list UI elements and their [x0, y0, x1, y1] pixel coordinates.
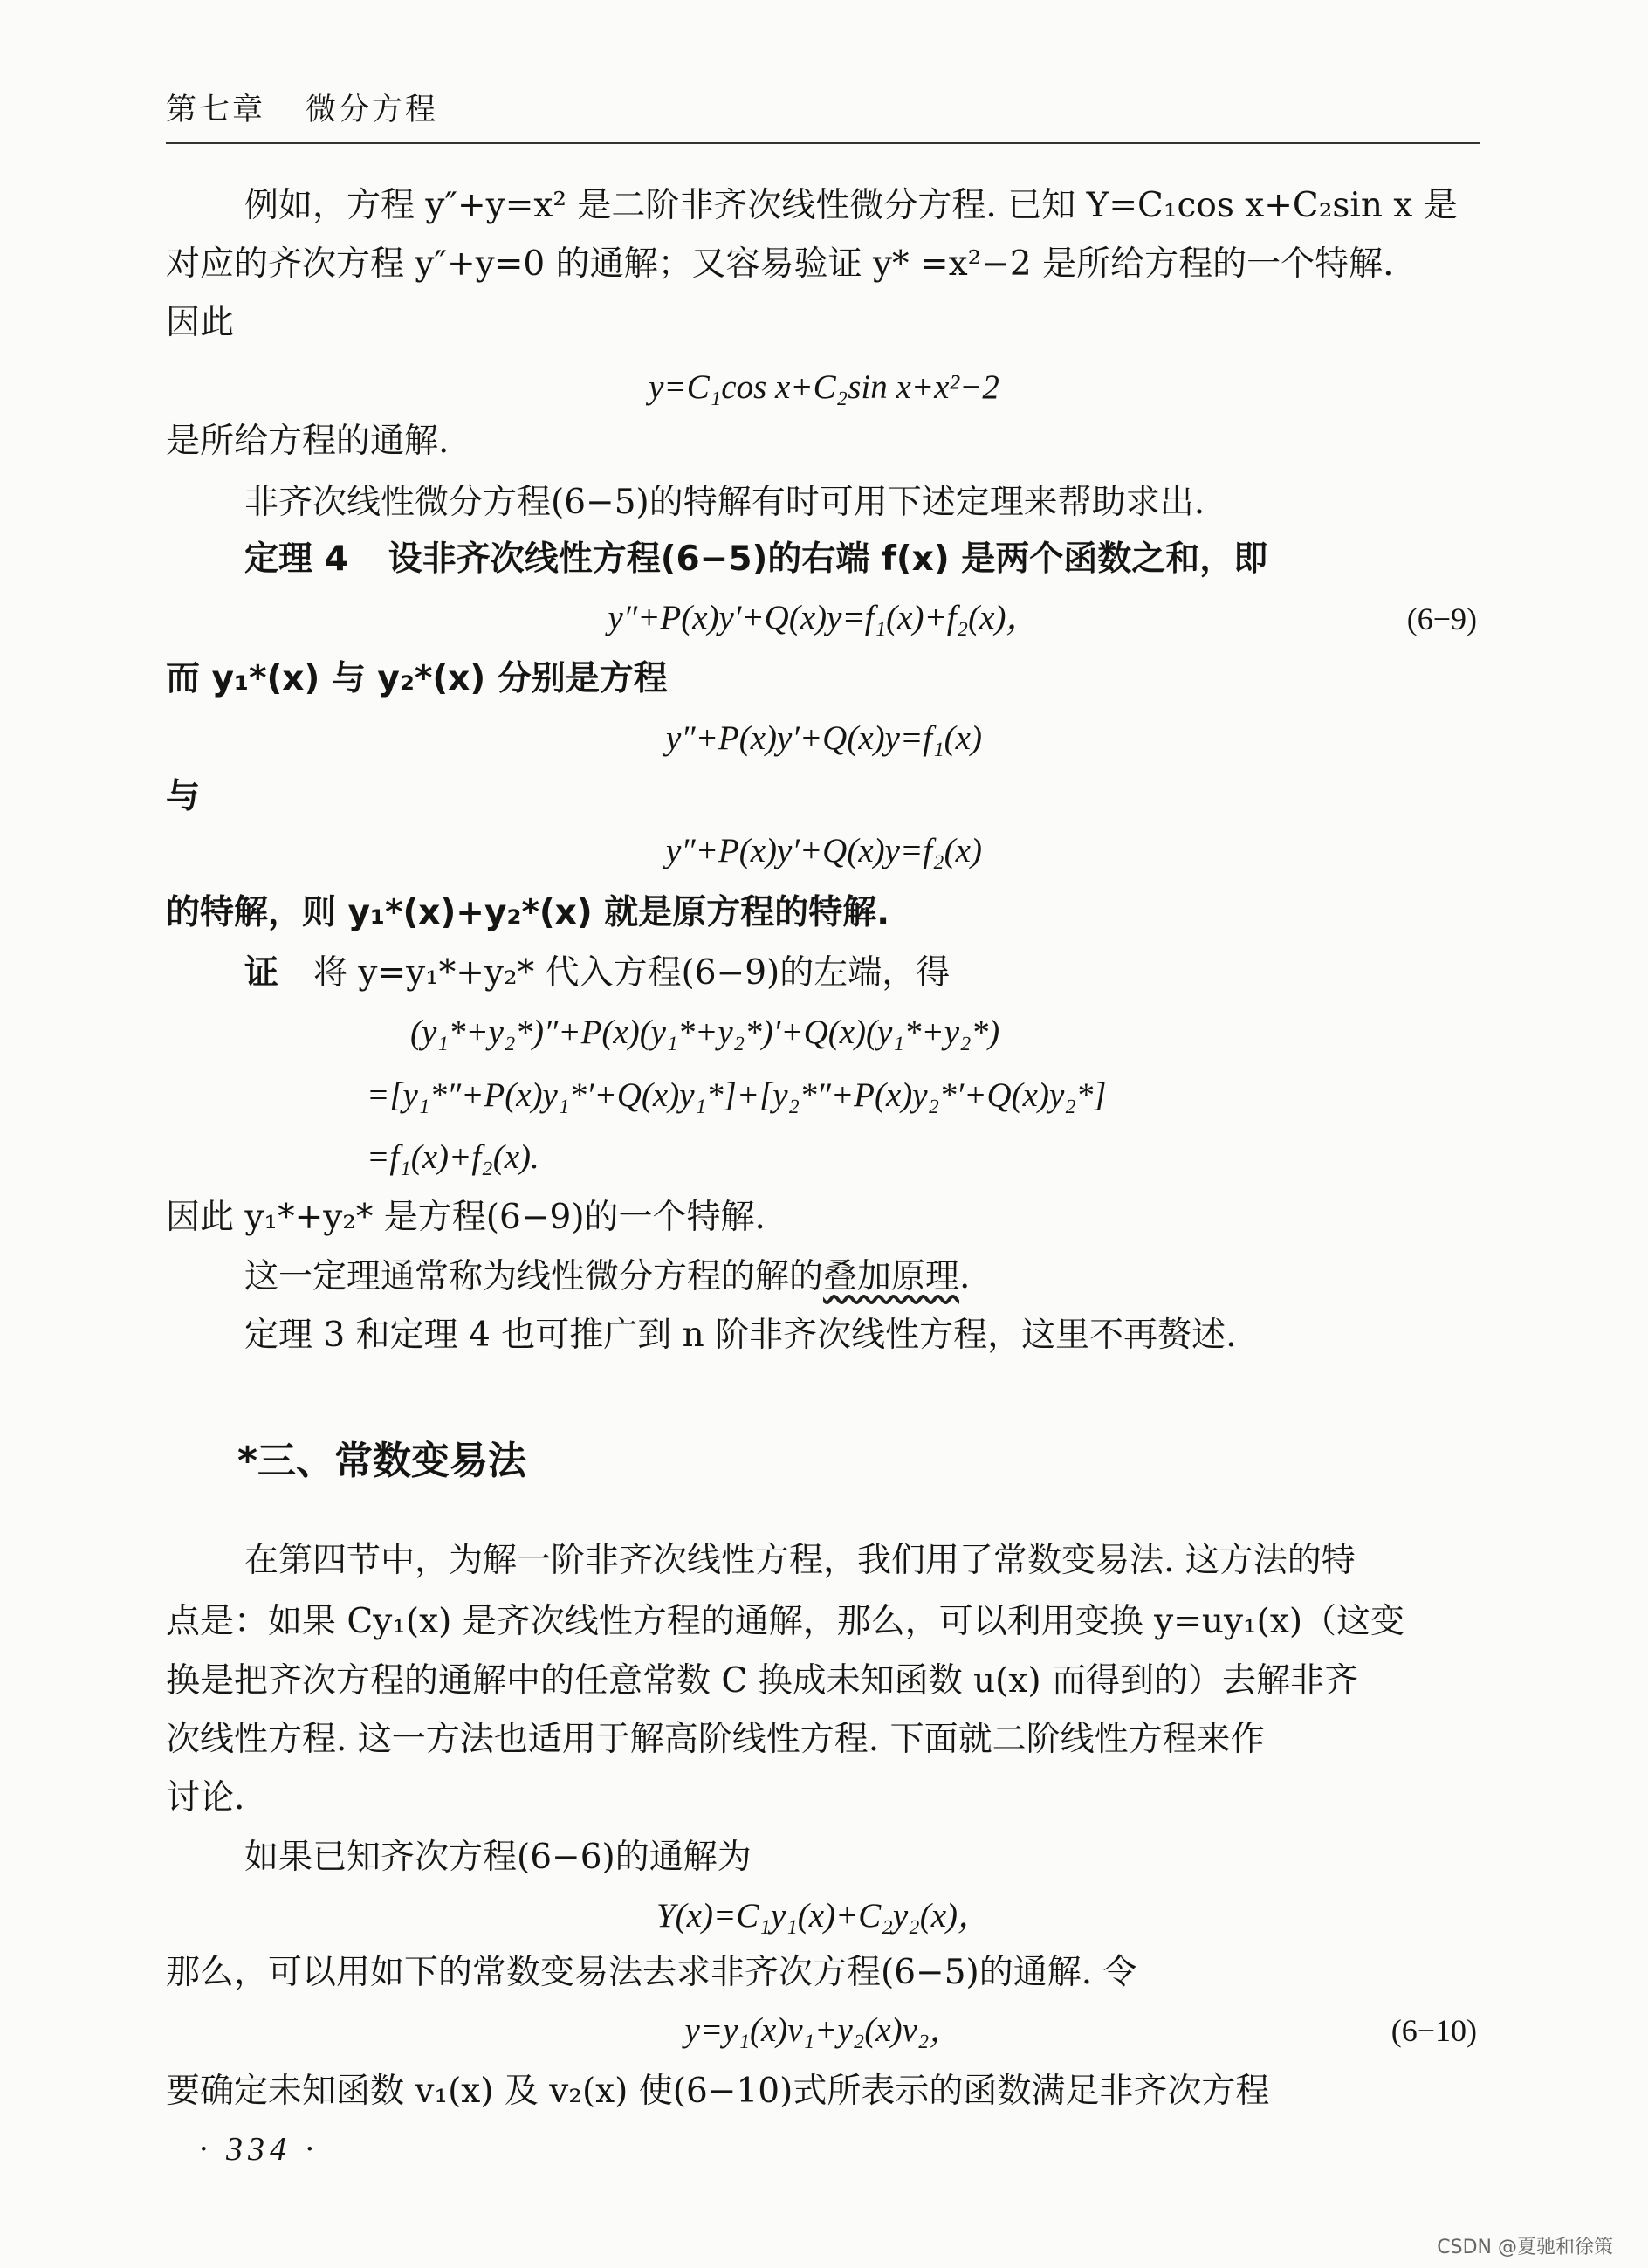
- paragraph-line: 在第四节中，为解一阶非齐次线性方程，我们用了常数变易法. 这方法的特: [244, 1541, 1356, 1580]
- paragraph-line: 而 y₁*(x) 与 y₂*(x) 分别是方程: [166, 659, 668, 698]
- chapter-title: 微分方程: [306, 93, 439, 127]
- paragraph-line: 要确定未知函数 v₁(x) 及 v₂(x) 使(6−10)式所表示的函数满足非齐次方程: [166, 2072, 1270, 2111]
- equation: y=y₁(x)v₁+y₂(x)v₂，: [684, 2011, 964, 2049]
- proof-label: 证: [244, 953, 279, 993]
- header-rule: [166, 142, 1480, 144]
- equation-number: (6−10): [1390, 2013, 1477, 2048]
- theorem-statement: 设非齐次线性方程(6−5)的右端 f(x) 是两个函数之和，即: [388, 540, 1268, 579]
- proof-line: [244, 953, 950, 994]
- paragraph-line: 对应的齐次方程 y″+y=0 的通解；又容易验证 y* =x²−2 是所给方程的一个特解.: [166, 244, 1394, 284]
- equation: Y(x)=C₁y₁(x)+C₂y₂(x)，: [656, 1897, 992, 1935]
- equation-number: (6−9): [1406, 601, 1477, 636]
- chapter-label: 第七章: [166, 93, 266, 127]
- paragraph-line: 这一定理通常称为线性微分方程的解的叠加原理.: [244, 1257, 971, 1296]
- paragraph-line: 讨论.: [166, 1778, 245, 1818]
- equation: y″+P(x)y′+Q(x)y=f₁(x)+f₂(x)，: [608, 599, 1040, 636]
- paragraph-line: 点是：如果 Cy₁(x) 是齐次线性方程的通解，那么，可以利用变换 y=uy₁(x)（这变: [166, 1602, 1405, 1641]
- paragraph-line: 与: [166, 777, 201, 816]
- paragraph-line: 次线性方程. 这一方法也适用于解高阶线性方程. 下面就二阶线性方程来作: [166, 1720, 1265, 1759]
- paragraph-line: 例如，方程 y″+y=x² 是二阶非齐次线性微分方程. 已知 Y=C₁cos x+C₂sin x 是: [244, 186, 1458, 225]
- key-term: 叠加原理: [823, 1257, 960, 1296]
- paragraph-line: 非齐次线性微分方程(6−5)的特解有时可用下述定理来帮助求出.: [244, 483, 1205, 522]
- equation: y″+P(x)y′+Q(x)y=f₁(x): [666, 719, 982, 757]
- paragraph-line: 的特解，则 y₁*(x)+y₂*(x) 就是原方程的特解.: [166, 893, 890, 932]
- page-number: · 334 ·: [199, 2131, 319, 2168]
- paragraph-line: 那么，可以用如下的常数变易法去求非齐次方程(6−5)的通解. 令: [166, 1953, 1137, 1992]
- running-header: [166, 86, 438, 129]
- equation: y=C₁cos x+C₂sin x+x²−2: [649, 368, 999, 406]
- paragraph-line: 定理 3 和定理 4 也可推广到 n 阶非齐次线性方程，这里不再赘述.: [244, 1316, 1237, 1355]
- equation: y″+P(x)y′+Q(x)y=f₂(x): [666, 832, 982, 869]
- paragraph-line: 换是把齐次方程的通解中的任意常数 C 换成未知函数 u(x) 而得到的）去解非齐: [166, 1661, 1358, 1701]
- paragraph-line: 因此 y₁*+y₂* 是方程(6−9)的一个特解.: [166, 1198, 766, 1237]
- equation: =[y₁*″+P(x)y₁*′+Q(x)y₁*]+[y₂*″+P(x)y₂*′+Q(x)y₂*]: [367, 1076, 1107, 1114]
- proof-text: 将 y=y₁*+y₂* 代入方程(6−9)的左端，得: [313, 953, 951, 993]
- paragraph-line: 如果已知齐次方程(6−6)的通解为: [244, 1838, 752, 1877]
- paragraph-line: 是所给方程的通解.: [166, 422, 450, 461]
- equation: =f₁(x)+f₂(x).: [367, 1138, 539, 1176]
- paragraph-line: 因此: [166, 303, 235, 342]
- equation: (y₁*+y₂*)″+P(x)(y₁*+y₂*)′+Q(x)(y₁*+y₂*): [410, 1014, 1000, 1051]
- watermark: CSDN @夏驰和徐策: [1437, 2237, 1613, 2258]
- section-heading: *三、常数变易法: [237, 1439, 527, 1483]
- theorem-label: 定理 4: [244, 540, 348, 579]
- theorem-4: [244, 540, 1267, 581]
